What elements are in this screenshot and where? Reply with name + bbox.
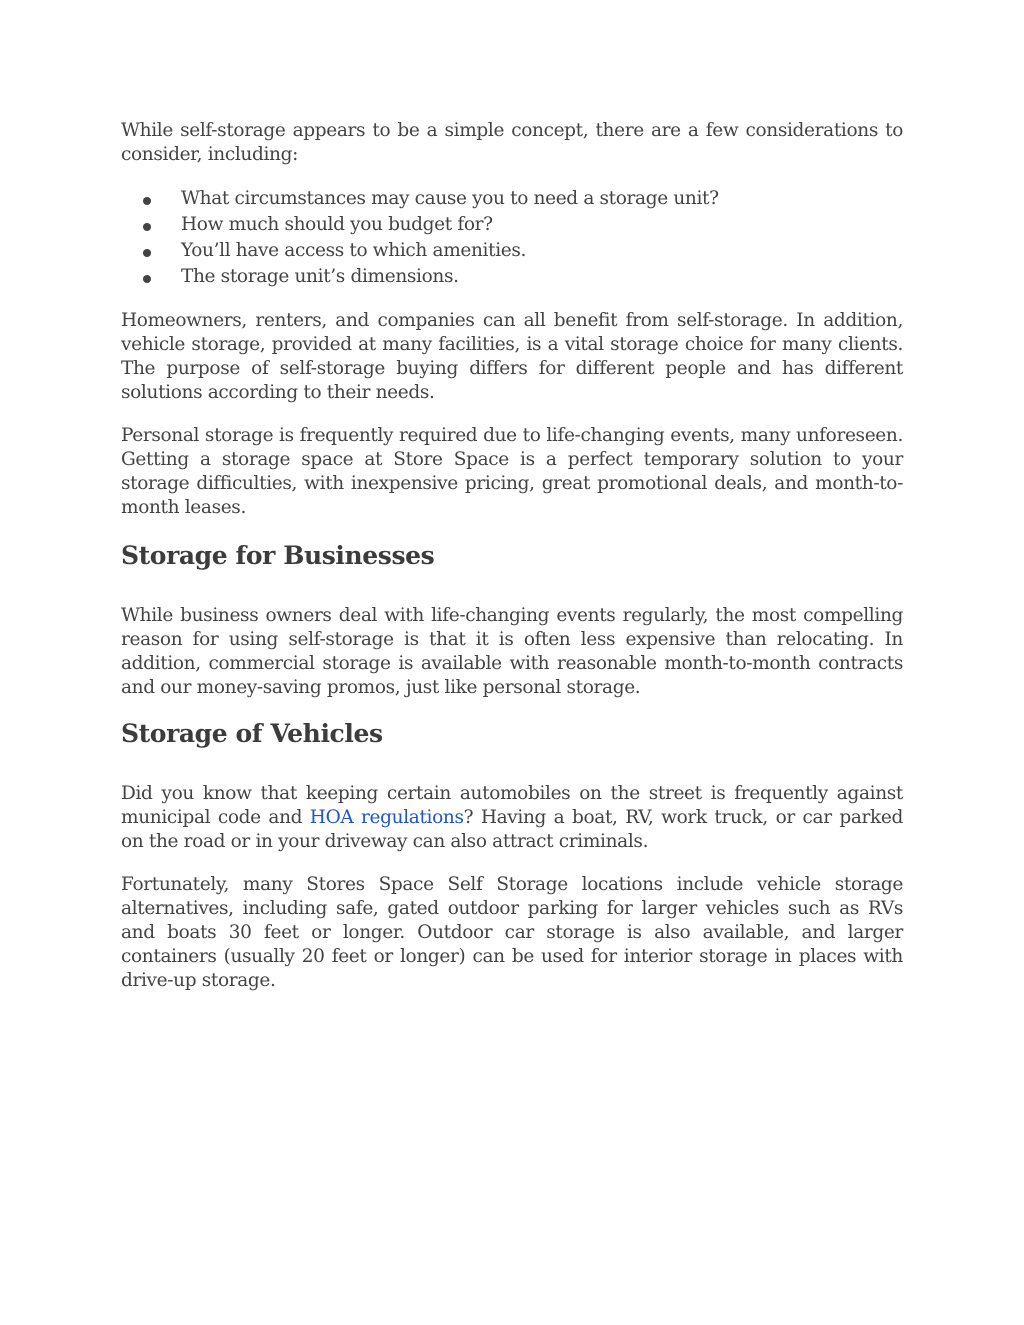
hoa-regulations-link[interactable]: HOA regulations <box>309 807 464 828</box>
list-item-text: What circumstances may cause you to need a storage unit? <box>181 188 719 209</box>
vehicle-locations-paragraph: Fortunately, many Stores Space Self Storage locations include vehicle storage alternatives, including safe, gated outdoor parking for larger vehicles such as RVs and boats 30 feet or longer. Outdoor car storage is also available, and larger containers (usually 20 feet or longer) can be used for interior storage in places with drive-up storage. <box>121 874 903 991</box>
vehicle-text-after-link: ? Having a boat, RV, work truck, or car parked on the road or in your driveway can also attract criminals. <box>121 807 903 852</box>
list-item-text: The storage unit’s dimensions. <box>181 266 459 287</box>
considerations-list <box>121 186 903 290</box>
personal-storage-paragraph: Personal storage is frequently required due to life-changing events, many unforeseen. Getting a storage space at Store Space is a perfect temporary solution to your storage difficulties, with inexpensive pricing, great promotional deals, and month-to-month leases. <box>121 425 903 518</box>
vehicle-street-paragraph <box>121 782 903 854</box>
document-page <box>121 119 903 993</box>
list-item <box>121 186 903 212</box>
list-item-text: You’ll have access to which amenities. <box>181 240 527 261</box>
list-item <box>121 212 903 238</box>
intro-paragraph: While self-storage appears to be a simple concept, there are a few considerations to consider, including: <box>121 120 903 165</box>
vehicle-storage-heading: Storage of Vehicles <box>121 719 383 748</box>
business-storage-paragraph: While business owners deal with life-changing events regularly, the most compelling reason for using self-storage is that it is often less expensive than relocating. In addition, commercial storage is available with reasonable month-to-month contracts and our money-saving promos, just like personal storage. <box>121 605 903 698</box>
list-item-text: How much should you budget for? <box>181 214 493 235</box>
homeowners-paragraph: Homeowners, renters, and companies can all benefit from self-storage. In addition, vehicle storage, provided at many facilities, is a vital storage choice for many clients. The purpose of self-storage buying differs for different people and has different solutions according to their needs. <box>121 310 903 403</box>
bullet-dot-icon <box>143 223 151 231</box>
bullet-dot-icon <box>143 197 151 205</box>
list-item <box>121 264 903 290</box>
vehicle-text-before-link: Did you know that keeping certain automobiles on the street is frequently against municipal code and <box>121 783 903 828</box>
list-item <box>121 238 903 264</box>
business-storage-heading: Storage for Businesses <box>121 541 435 570</box>
bullet-dot-icon <box>143 249 151 257</box>
bullet-dot-icon <box>143 275 151 283</box>
